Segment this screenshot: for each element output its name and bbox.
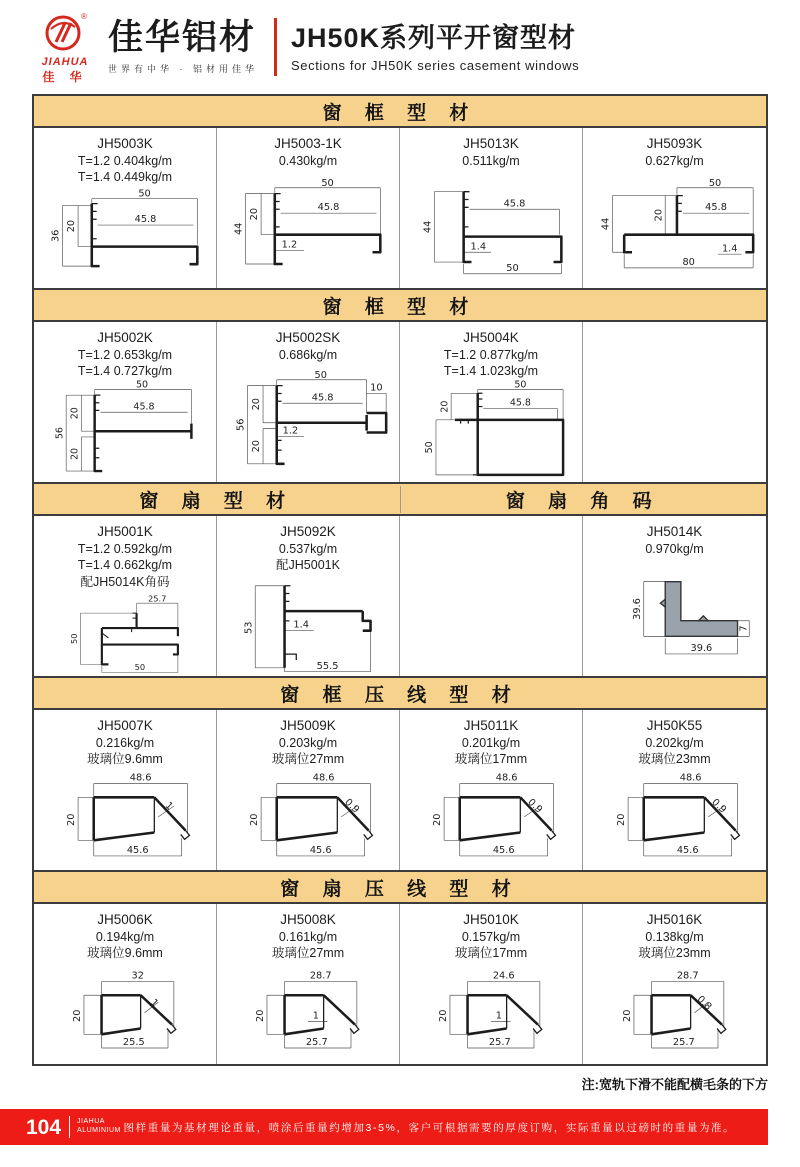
dim-label: 50 (424, 440, 436, 453)
product-code: JH5001K (97, 524, 153, 539)
dim-label: 44 (422, 220, 434, 233)
dim-label: 25.7 (672, 1037, 695, 1049)
dim-label: 1.4 (721, 242, 737, 254)
section-band-1 (34, 96, 766, 128)
product-code: JH50K55 (646, 718, 703, 733)
product-spec: 玻璃位17mm (454, 946, 528, 961)
dim-label: 1 (495, 1010, 502, 1022)
product-code: JH5004K (463, 330, 519, 345)
dim-label: 53 (243, 621, 255, 634)
dim-label: 39.6 (631, 597, 643, 620)
dim-label: 25.7 (488, 1037, 511, 1049)
section-band-5 (34, 870, 766, 904)
product-spec: T=1.2 0.653kg/m (77, 347, 173, 362)
dim-label: 20 (66, 219, 78, 233)
product-spec: 0.202kg/m (645, 735, 704, 750)
product-spec: 0.511kg/m (462, 153, 520, 168)
dim-label: 20 (249, 813, 261, 826)
product-spec: T=1.2 0.877kg/m (443, 347, 539, 362)
product-spec: 玻璃位23mm (638, 946, 711, 961)
dim-label: 36 (50, 229, 62, 243)
product-spec: 0.537kg/m (278, 541, 338, 556)
product-code: JH5016K (646, 912, 703, 927)
dim-label: 55.5 (316, 660, 339, 672)
dim-label: 56 (54, 426, 66, 439)
product-spec: T=1.4 0.662kg/m (77, 558, 173, 573)
product-cell-jh50k55 (583, 710, 766, 870)
profile-drawing (583, 768, 766, 870)
product-cell-jh5093k (583, 128, 766, 288)
footer-brand-line1: JIAHUA (77, 1118, 105, 1126)
page-header (0, 0, 800, 86)
product-spec: T=1.4 0.449kg/m (77, 170, 173, 185)
section-band-4 (34, 676, 766, 710)
dim-label: 50 (69, 633, 80, 645)
product-spec: 0.203kg/m (278, 735, 338, 750)
dim-label: 1 (148, 997, 161, 1010)
profile-drawing (400, 768, 582, 870)
dim-label: 48.6 (312, 772, 335, 784)
dim-label: 48.6 (495, 772, 518, 784)
product-cell-jh5003-1k (217, 128, 400, 288)
profile-drawing (34, 186, 216, 288)
product-spec: 配JH5001K (276, 558, 340, 573)
profile-drawing (400, 380, 582, 482)
product-spec: 0.970kg/m (645, 541, 704, 556)
page-title: JH50K系列平开窗型材 (291, 23, 577, 54)
dim-label: 50 (506, 262, 519, 274)
dim-label: 1.2 (282, 425, 299, 437)
product-spec: 玻璃位9.6mm (87, 752, 163, 767)
product-spec: 0.194kg/m (95, 929, 155, 944)
product-cell-empty (583, 322, 766, 482)
dim-label: 20 (621, 1009, 633, 1022)
product-cell-jh5002sk (217, 322, 400, 482)
dim-label: 80 (681, 256, 695, 268)
brand-tagline: 世界有中华 · 铝材用佳华 (108, 63, 258, 74)
dim-label: 0.8 (694, 993, 714, 1013)
product-code: JH5093K (646, 136, 703, 151)
section-row-1 (34, 128, 766, 288)
product-spec: 0.686kg/m (278, 347, 338, 362)
profile-drawing (400, 169, 582, 288)
profile-drawing (217, 574, 399, 676)
section-title: 窗 扇 压 线 型 材 (280, 878, 520, 900)
profile-drawing (34, 768, 216, 870)
product-code: JH5002K (97, 330, 153, 345)
dim-label: 0.9 (525, 796, 545, 816)
product-cell-jh5008k (217, 904, 400, 1064)
profile-drawing (217, 768, 399, 870)
dim-label: 45.8 (134, 214, 157, 226)
dim-label: 1 (312, 1010, 319, 1022)
product-spec: T=1.2 0.592kg/m (77, 541, 173, 556)
dim-label: 45.6 (126, 844, 149, 856)
product-spec: T=1.2 0.404kg/m (77, 153, 173, 168)
dim-label: 44 (600, 217, 612, 230)
product-code: JH5092K (280, 524, 336, 539)
dim-label: 20 (251, 439, 263, 453)
profile-drawing (34, 962, 216, 1064)
product-spec: 0.627kg/m (645, 153, 704, 168)
dim-label: 20 (432, 813, 444, 826)
product-code: JH5003-1K (274, 136, 342, 151)
profile-drawing (34, 590, 216, 676)
dim-label: 20 (69, 447, 81, 460)
footer-note: 注:宽轨下滑不能配横毛条的下方 (581, 1077, 768, 1092)
page-subtitle: Sections for JH50K series casement windows (291, 57, 580, 73)
dim-label: 25.7 (305, 1037, 328, 1049)
dim-label: 48.6 (129, 772, 152, 784)
section-row-5 (34, 904, 766, 1064)
footer-separator (69, 1116, 70, 1138)
dim-label: 45.8 (133, 400, 155, 412)
product-code: JH5010K (463, 912, 519, 927)
dim-label: 45.8 (509, 397, 531, 409)
product-cell-jh5092k (217, 516, 400, 676)
dim-label: 50 (514, 379, 527, 391)
brand-block (108, 19, 258, 75)
dim-label: 50 (708, 177, 721, 189)
product-cell-jh5003k (34, 128, 217, 288)
section-band-3 (34, 482, 766, 516)
footer-brand (77, 1118, 121, 1136)
dim-label: 45.8 (503, 198, 526, 210)
dim-label: 20 (439, 400, 451, 413)
dim-label: 0.9 (342, 796, 362, 816)
product-code: JH5003K (97, 136, 153, 151)
product-spec: 玻璃位27mm (271, 946, 345, 961)
dim-label: 1 (162, 800, 175, 813)
product-cell-jh5006k (34, 904, 217, 1064)
dim-label: 28.7 (676, 970, 699, 982)
product-cell-jh5011k (400, 710, 583, 870)
dim-label: 39.6 (690, 642, 712, 654)
dim-label: 25.7 (148, 593, 167, 604)
product-spec: 玻璃位17mm (454, 752, 528, 767)
section-title: 窗 框 压 线 型 材 (280, 684, 520, 706)
profile-drawing (583, 169, 766, 288)
product-spec: 0.157kg/m (461, 929, 521, 944)
dim-label: 25.5 (122, 1037, 145, 1049)
dim-label: 10 (370, 382, 383, 394)
dim-label: 45.8 (311, 392, 334, 404)
product-code: JH5002SK (275, 330, 341, 345)
section-band-2 (34, 288, 766, 322)
dim-label: 7 (737, 625, 749, 632)
brand-name: 佳华铝材 (108, 18, 257, 58)
dim-label: 20 (251, 397, 263, 411)
section-row-2 (34, 322, 766, 482)
product-spec: 0.138kg/m (645, 929, 704, 944)
dim-label: 50 (138, 188, 151, 200)
product-code: JH5013K (463, 136, 519, 151)
product-code: JH5008K (280, 912, 336, 927)
section-title: 窗 框 型 材 (322, 296, 478, 318)
dim-label: 24.6 (492, 970, 515, 982)
dim-label: 20 (615, 813, 627, 826)
product-code: JH5014K (646, 524, 703, 539)
profile-drawing (217, 169, 399, 288)
product-cell-jh5014k (583, 516, 766, 676)
title-block (291, 21, 579, 72)
product-code: JH5009K (280, 718, 336, 733)
dim-label: 1.4 (293, 619, 309, 631)
dim-label: 20 (249, 207, 261, 221)
dim-label: 44 (233, 222, 245, 235)
product-spec: 玻璃位23mm (638, 752, 711, 767)
dim-label: 45.6 (309, 844, 332, 856)
product-cell-jh5001k (34, 516, 217, 676)
product-spec: T=1.4 0.727kg/m (77, 364, 173, 379)
product-spec: 0.430kg/m (278, 153, 338, 168)
dim-label: 50 (134, 662, 146, 673)
header-divider (274, 18, 277, 76)
dim-label: 50 (321, 177, 334, 189)
registered-mark-icon: ® (81, 11, 87, 21)
dim-label: 50 (136, 379, 149, 391)
dim-label: 45.6 (676, 844, 699, 856)
catalog-table (32, 94, 768, 1066)
dim-label: 28.7 (309, 970, 332, 982)
product-spec: 玻璃位27mm (271, 752, 345, 767)
profile-drawing (217, 363, 399, 482)
dim-label: 20 (72, 1009, 84, 1022)
dim-label: 45.8 (704, 201, 727, 213)
profile-drawing (400, 962, 582, 1064)
product-cell-jh5010k (400, 904, 583, 1064)
logo-word: JIAHUA (41, 55, 89, 68)
brand-logo (26, 10, 104, 84)
product-code: JH5011K (463, 718, 519, 733)
dim-label: 48.6 (679, 772, 702, 784)
dim-label: 20 (69, 406, 81, 419)
profile-drawing (583, 557, 766, 676)
profile-drawing (34, 380, 216, 482)
dim-label: 50 (314, 369, 327, 381)
product-code: JH5007K (97, 718, 153, 733)
product-cell-jh5002k (34, 322, 217, 482)
footer-bar (0, 1109, 768, 1145)
dim-label: 1.2 (281, 239, 298, 251)
dim-label: 20 (438, 1009, 450, 1022)
product-cell-jh5013k (400, 128, 583, 288)
product-spec: 0.161kg/m (278, 929, 338, 944)
dim-label: 20 (255, 1009, 267, 1022)
product-cell-jh5007k (34, 710, 217, 870)
product-spec: 0.216kg/m (95, 735, 155, 750)
product-spec: 玻璃位9.6mm (87, 946, 163, 961)
section-title: 窗 扇 型 材 (34, 486, 401, 513)
profile-drawing (583, 962, 766, 1064)
product-cell-jh5016k (583, 904, 766, 1064)
product-cell-jh5004k (400, 322, 583, 482)
dim-label: 1.4 (470, 241, 487, 253)
dim-label: 20 (66, 813, 78, 826)
product-spec: 配JH5014K角码 (80, 574, 170, 589)
dim-label: 20 (652, 208, 664, 222)
product-cell-empty (400, 516, 583, 676)
product-spec: 0.201kg/m (461, 735, 521, 750)
section-row-4 (34, 710, 766, 870)
jiahua-emblem-icon (42, 10, 88, 56)
dim-label: 45.8 (317, 201, 340, 213)
dim-label: 32 (131, 970, 144, 982)
dim-label: 45.6 (492, 844, 515, 856)
dim-label: 56 (235, 418, 247, 431)
dim-label: 0.9 (708, 796, 728, 816)
footer-disclaimer: 图样重量为基材理论重量，喷涂后重量约增加3-5%，客户可根据需要的厚度订购，实际重量以过磅时的重量为准。 (123, 1121, 736, 1134)
profile-drawing (217, 962, 399, 1064)
footer-brand-line2: ALUMINIUM (77, 1127, 121, 1134)
product-code: JH5006K (97, 912, 153, 927)
section-title: 窗 框 型 材 (322, 102, 478, 124)
section-row-3 (34, 516, 766, 676)
logo-word-cn: 佳 华 (42, 69, 88, 84)
product-spec: T=1.4 1.023kg/m (443, 364, 539, 379)
page-number: 104 (26, 1115, 62, 1139)
product-cell-jh5009k (217, 710, 400, 870)
section-title-right: 窗 扇 角 码 (505, 490, 661, 512)
